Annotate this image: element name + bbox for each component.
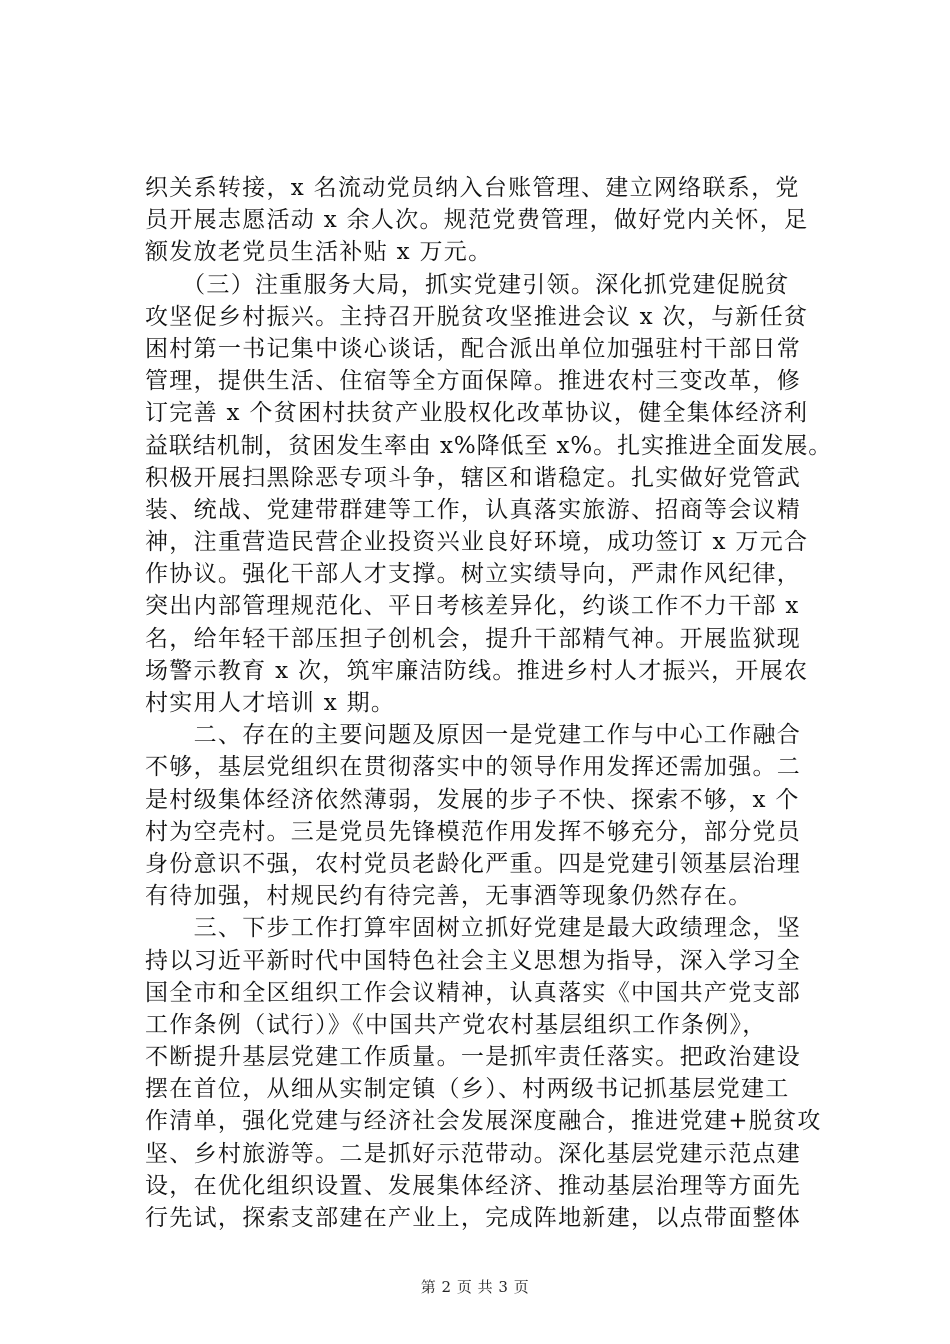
text-line: 场警示教育 x 次，筑牢廉洁防线。推进乡村人才振兴，开展农 xyxy=(145,657,809,684)
text-line: 行先试，探索支部建在产业上，完成阵地新建，以点带面整体 xyxy=(145,1205,802,1231)
text-line: 益联结机制，贫困发生率由 x%降低至 x%。扎实推进全面发展。 xyxy=(145,432,833,459)
text-line: 困村第一书记集中谈心谈话，配合派出单位加强驻村干部日常 xyxy=(145,335,802,362)
text-line: （三）注重服务大局，抓实党建引领。深化抓党建促脱贫 xyxy=(145,271,790,298)
text-line: 是村级集体经济依然薄弱，发展的步子不快、探索不够，x 个 xyxy=(145,786,800,813)
text-line: 员开展志愿活动 x 余人次。规范党费管理，做好党内关怀，足 xyxy=(145,207,809,234)
text-line: 三、下步工作打算牢固树立抓好党建是最大政绩理念，坚 xyxy=(145,915,802,942)
text-line: 工作条例（试行）》《中国共产党农村基层组织工作条例》， xyxy=(145,1011,767,1038)
text-line: 村实用人才培训 x 期。 xyxy=(145,690,396,716)
text-line: 管理，提供生活、住宿等全方面保障。推进农村三变改革，修 xyxy=(145,368,802,395)
text-line: 作协议。强化干部人才支撑。树立实绩导向，严肃作风纪律， xyxy=(145,561,802,588)
text-line: 订完善 x 个贫困村扶贫产业股权化改革协议，健全集体经济利 xyxy=(145,400,809,427)
text-line: 不够，基层党组织在贯彻落实中的领导作用发挥还需加强。二 xyxy=(145,754,802,781)
text-line: 神，注重营造民营企业投资兴业良好环境，成功签订 x 万元合 xyxy=(145,529,809,556)
text-line: 身份意识不强，农村党员老龄化严重。四是党建引领基层治理 xyxy=(145,850,802,877)
text-line: 二、存在的主要问题及原因一是党建工作与中心工作融合 xyxy=(145,722,802,749)
text-line: 设，在优化组织设置、发展集体经济、推动基层治理等方面先 xyxy=(145,1172,802,1199)
text-line: 织关系转接，x 名流动党员纳入台账管理、建立网络联系，党 xyxy=(145,175,800,201)
text-line: 国全市和全区组织工作会议精神，认真落实《中国共产党支部 xyxy=(145,979,802,1006)
text-line: 村为空壳村。三是党员先锋模范作用发挥不够充分，部分党员 xyxy=(145,818,802,845)
text-line: 不断提升基层党建工作质量。一是抓牢责任落实。把政治建设 xyxy=(145,1044,802,1071)
text-line: 攻坚促乡村振兴。主持召开脱贫攻坚推进会议 x 次，与新任贫 xyxy=(145,303,809,330)
text-line: 持以习近平新时代中国特色社会主义思想为指导，深入学习全 xyxy=(145,947,802,974)
text-line: 积极开展扫黑除恶专项斗争，辖区和谐稳定。扎实做好党管武 xyxy=(145,464,802,491)
text-line: 额发放老党员生活补贴 x 万元。 xyxy=(145,239,493,266)
text-line: 装、统战、党建带群建等工作，认真落实旅游、招商等会议精 xyxy=(145,496,802,523)
text-line: 摆在首位，从细从实制定镇（乡）、村两级书记抓基层党建工 xyxy=(145,1076,790,1103)
text-line: 名，给年轻干部压担子创机会，提升干部精气神。开展监狱现 xyxy=(145,625,802,652)
text-line: 作清单，强化党建与经济社会发展深度融合，推进党建+脱贫攻 xyxy=(145,1108,822,1135)
body-text xyxy=(145,172,835,1234)
text-line: 突出内部管理规范化、平日考核差异化，约谈工作不力干部 x xyxy=(145,593,800,620)
text-line: 有待加强，村规民约有待完善，无事酒等现象仍然存在。 xyxy=(145,883,753,910)
text-line: 坚、乡村旅游等。二是抓好示范带动。深化基层党建示范点建 xyxy=(145,1140,802,1167)
page-number: 第 2 页 共 3 页 xyxy=(420,1278,530,1296)
